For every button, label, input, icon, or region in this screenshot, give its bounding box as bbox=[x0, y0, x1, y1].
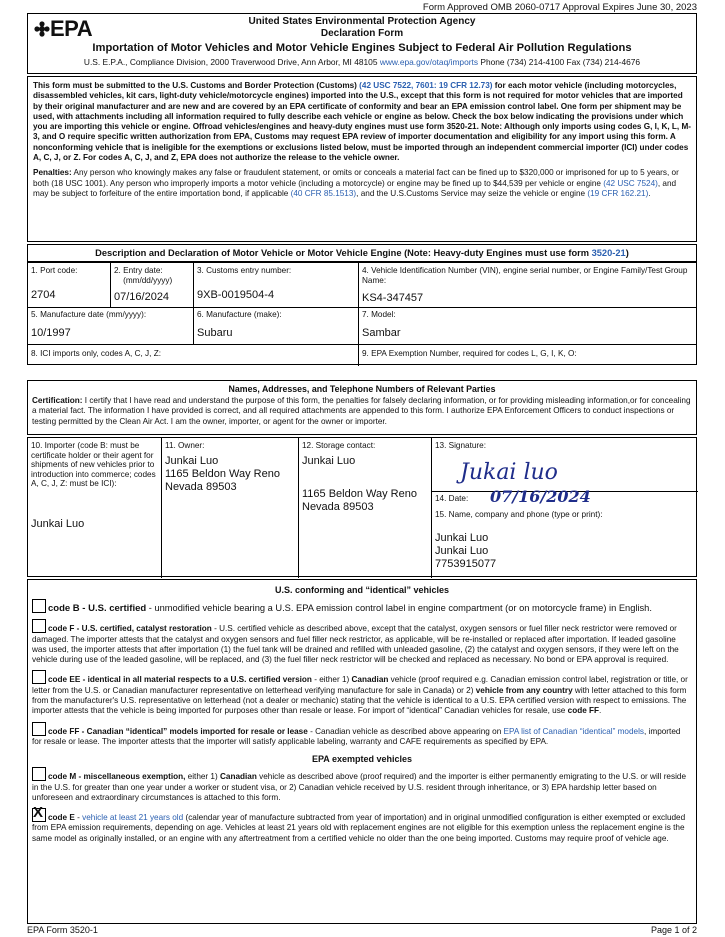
code-m-text-a: either 1) bbox=[185, 772, 220, 782]
owner-name: Junkai Luo bbox=[165, 455, 219, 467]
code-ff-text-a: - Canadian vehicle as described above appearing on bbox=[307, 726, 504, 736]
phone-line: 7753915077 bbox=[435, 558, 497, 570]
code-m-canadian: Canadian bbox=[220, 772, 257, 782]
code-m-title: code M - miscellaneous exemption, bbox=[48, 772, 186, 782]
intro-paragraph bbox=[33, 81, 691, 163]
parties-grid bbox=[27, 437, 697, 577]
owner-address: 1165 Beldon Way Reno bbox=[165, 468, 280, 480]
certification-paragraph bbox=[32, 396, 692, 427]
penalties-text-b: , and may be subject to forfeiture of the entire importation bond, if applicable bbox=[33, 178, 677, 198]
codes-section bbox=[27, 579, 697, 924]
code-f-text: - U.S. certified vehicle as described above, except that the catalyst, oxygen sensors or fuel filler neck restrictor were removed or damaged. The importer attests that the catalyst and oxygen sensors and fuel filler neck restrictor, as applicable, will be re-installed or replaced after importation. If leaded gasoline was used, the importer attests that after importation (1) the fuel tank will be drained and refilled with unleaded gasoline, (2) the catalyst and oxygen sensors, if they were left on the vehicle during use of the leaded gasoline, will be replaced, and (3) the fuel filler neck restrictor will be checked and replaced as necessary. No bond or EPA approval is required. bbox=[32, 624, 679, 665]
page-number: Page 1 of 2 bbox=[650, 925, 697, 935]
storage-address: 1165 Beldon Way Reno bbox=[302, 488, 417, 500]
manufacture-date-label: 5. Manufacture date (mm/yyyy): bbox=[31, 310, 147, 319]
usc-7524-link[interactable]: (42 USC 7524) bbox=[603, 178, 658, 188]
vin-value[interactable]: KS4-347457 bbox=[362, 292, 424, 304]
entry-date-label: 2. Entry date: (mm/dd/yyyy) bbox=[114, 266, 173, 285]
code-ee-canadian: Canadian bbox=[351, 675, 389, 685]
code-ff-checkbox[interactable] bbox=[32, 722, 46, 736]
importer-value[interactable]: Junkai Luo bbox=[31, 518, 85, 530]
form-approved-line: Form Approved OMB 2060-0717 Approval Expires June 30, 2023 bbox=[422, 2, 697, 13]
customs-entry-value[interactable]: 9XB-0019504-4 bbox=[197, 289, 275, 301]
exemption-number-label: 9. EPA Exemption Number, required for codes L, G, I, K, O: bbox=[362, 349, 577, 358]
storage-contact-label: 12. Storage contact: bbox=[302, 441, 376, 450]
penalties-label: Penalties: bbox=[33, 168, 72, 178]
canadian-models-link[interactable]: EPA list of Canadian “identical” models bbox=[503, 726, 645, 736]
form-3520-21-link[interactable]: 3520-21 bbox=[591, 248, 626, 258]
code-e-title: code E bbox=[48, 813, 75, 823]
code-ff-text-b: , imported for resale or lease. The importer attests that the importer will satisfy applicable labeling, warranty and CAFE requirements as specified by EPA. bbox=[32, 726, 681, 746]
code-m-checkbox[interactable] bbox=[32, 767, 46, 781]
name-line-2: Junkai Luo bbox=[435, 545, 489, 557]
code-ee-text-c: with letter attached to this form from the manufacturer's U.S. representative on letterhead (not a dealer or mechanic) stating that the vehicle is identical to a U.S. EPA certified version with respect to emissions. The importer attests that the vehicle is being imported for purposes other than resale or lease. For import of “identical” Canadian vehicles for resale, use bbox=[32, 685, 687, 716]
certification-label: Certification: bbox=[32, 396, 83, 405]
ici-imports-label: 8. ICI imports only, codes A, C, J, Z: bbox=[31, 349, 161, 358]
code-ee-text-d: . bbox=[599, 706, 602, 716]
code-m-item bbox=[32, 767, 692, 803]
signature-label: 13. Signature: bbox=[435, 441, 486, 450]
intro-text-a: This form must be submitted to the U.S. Customs and Border Protection (Customs) bbox=[33, 81, 360, 90]
code-ee-title: code EE - identical in all material respects to a U.S. certified version bbox=[48, 675, 312, 685]
code-b-checkbox[interactable] bbox=[32, 599, 46, 613]
cfr-162-link[interactable]: (19 CFR 162.21) bbox=[587, 188, 649, 198]
code-f-title: code F - U.S. certified, catalyst restoration bbox=[48, 624, 212, 634]
21-years-link[interactable]: vehicle at least 21 years old bbox=[82, 813, 184, 823]
code-m-text-b: vehicle as described above (proof required) and the importer is either permanently emigrating to the U.S. or will reside in the U.S. for greater than one year under a worker or student visa, or 2) Canadian vehicle received by U.S. resident through inheritance, or 3) EPA hardship letter based on unforeseen and extraordinary circumstances is attached to this form. bbox=[32, 772, 687, 802]
code-f-checkbox[interactable] bbox=[32, 619, 46, 633]
port-code-label: 1. Port code: bbox=[31, 266, 78, 275]
manufacture-date-value[interactable]: 10/1997 bbox=[31, 327, 71, 339]
vehicle-fields-grid bbox=[27, 262, 697, 365]
code-f-item bbox=[32, 619, 692, 665]
model-value[interactable]: Sambar bbox=[362, 327, 401, 339]
importer-label: 10. Importer (code B: must be certificate holder or their agent for shipments of new vehicles prior to introduction into commerce; codes A, C, J, Z: must be ICI): bbox=[31, 441, 156, 489]
exempt-header: EPA exempted vehicles bbox=[311, 754, 413, 765]
date-value[interactable]: 07/16/2024 bbox=[490, 487, 591, 506]
code-ff-title: code FF - Canadian “identical” models imported for resale or lease bbox=[48, 726, 308, 736]
vin-label: 4. Vehicle Identification Number (VIN), engine serial number, or Engine Family/Test Group Name: bbox=[362, 266, 688, 285]
code-b-text: - unmodified vehicle bearing a U.S. EPA emission control label in engine compartment (or on motorcycle frame) in English. bbox=[146, 603, 652, 613]
owner-value[interactable] bbox=[165, 455, 280, 494]
description-header-end: ) bbox=[625, 248, 629, 258]
code-ee-ff: code FF bbox=[567, 706, 600, 716]
penalties-paragraph bbox=[33, 168, 691, 199]
code-e-dash: - bbox=[74, 813, 83, 823]
epa-logo-text: EPA bbox=[50, 16, 93, 41]
date-label: 14. Date: bbox=[435, 494, 469, 503]
code-ee-text-a: - either 1) bbox=[311, 675, 352, 685]
name-phone-label: 15. Name, company and phone (type or print): bbox=[435, 510, 603, 519]
code-ee-text-b: vehicle (proof required e.g. Canadian emission control label, registration or title, or letter from the U.S. or Canadian manufacturer representative on letterhead verifying manufacture for sale in Canada) or 2) bbox=[32, 675, 688, 695]
address-text: U.S. E.P.A., Compliance Division, 2000 Traverwood Drive, Ann Arbor, MI 48105 bbox=[83, 57, 378, 67]
code-b-item bbox=[32, 599, 692, 614]
code-ff-item bbox=[32, 722, 692, 748]
conforming-header: U.S. conforming and “identical” vehicles bbox=[274, 585, 450, 595]
storage-contact-name[interactable]: Junkai Luo bbox=[302, 455, 356, 467]
declaration-form-title: Declaration Form bbox=[320, 28, 404, 39]
code-e-text: (calendar year of manufacture subtracted from year of importation) and in original unmodified configuration is either exempted or excluded from EPA emission requirements, depending on age. Vehicles at least 21 years old with replacement engines are not eligible for this exemption unless the replacement engine is the same model as originally installed, or an engine with any aftertreatment from a certified vehicle no older than the one being imported. Customs may require proof of vehicle age. bbox=[32, 813, 686, 843]
header-box bbox=[27, 13, 697, 74]
statute-link[interactable]: (42 USC 7522, 7601: 19 CFR 12.73) bbox=[359, 81, 493, 90]
code-ee-checkbox[interactable] bbox=[32, 670, 46, 684]
intro-box bbox=[27, 76, 697, 242]
agency-name: United States Environmental Protection Agency bbox=[248, 16, 476, 27]
cfr-85-link[interactable]: (40 CFR 85.1513) bbox=[290, 188, 357, 198]
name-phone-value[interactable] bbox=[435, 532, 496, 571]
owner-label: 11. Owner: bbox=[165, 441, 205, 450]
check-mark-icon: X bbox=[33, 804, 44, 822]
owner-city: Nevada 89503 bbox=[165, 481, 237, 493]
signature-image[interactable]: Jukai luo bbox=[460, 460, 558, 485]
port-code-value[interactable]: 2704 bbox=[31, 289, 56, 301]
main-title: Importation of Motor Vehicles and Motor Vehicle Engines Subject to Federal Air Pollution Regulations bbox=[92, 42, 632, 54]
make-label: 6. Manufacture (make): bbox=[197, 310, 282, 319]
name-line-1: Junkai Luo bbox=[435, 532, 489, 544]
certification-text: I certify that I have read and understand the purpose of this form, the penalties for falsely declaring information, or for providing misleading information,or for concealing a material fact. The information I have provided is correct, and all required attachments are appended to this form. I authorize EPA Enforcement Officers to conduct inspections or testing permitted by the Clean Air Act. I am the owner, importer, or agent for the owner or importer. bbox=[32, 396, 691, 426]
storage-contact-address[interactable] bbox=[302, 488, 417, 514]
names-header: Names, Addresses, and Telephone Numbers of Relevant Parties bbox=[228, 384, 496, 394]
penalties-text-a: Any person who knowingly makes any false or fraudulent statement, or omits or conceals a material fact can be fined up to $320,000 or imprisoned for up to 5 years, or both (18 USC 1001). Any person who improperly imports a motor vehicle (including a motorcycle) or engine may be fined up to $44,539 per vehicle or engine bbox=[33, 168, 679, 188]
storage-city: Nevada 89503 bbox=[302, 501, 374, 513]
model-label: 7. Model: bbox=[362, 310, 396, 319]
imports-link[interactable]: www.epa.gov/otaq/imports bbox=[379, 57, 479, 67]
make-value[interactable]: Subaru bbox=[197, 327, 233, 339]
description-header-text: Description and Declaration of Motor Vehicle or Motor Vehicle Engine (Note: Heavy-duty Engines must use form bbox=[95, 248, 592, 258]
code-b-title: code B - U.S. certified bbox=[48, 603, 147, 614]
phone-fax: Phone (734) 214-4100 Fax (734) 214-4676 bbox=[480, 57, 641, 67]
description-header bbox=[27, 244, 697, 262]
address-line bbox=[28, 57, 696, 67]
code-e-item bbox=[32, 804, 692, 844]
customs-entry-label: 3. Customs entry number: bbox=[197, 266, 292, 275]
form-number: EPA Form 3520-1 bbox=[27, 925, 98, 935]
intro-text-b: for each motor vehicle (including motorcycles, disassembled vehicles, kit cars, light-duty vehicle/motorcycle engines) imported into the U.S., except that this form is not required for motor vehicles that are imported by their original manufacturer and are new and are covered by an EPA certificate of conformity and bear an EPA emission control label. One form per shipment may be used, with attachments including all information required to fully describe each vehicle or engine as below. Check the box below indicating the provisions under which you are importing this vehicle or engine. Offroad vehicles/engines and heavy-duty engines must use form 3520-21. Note: Although only imports using codes G, I, K, L, M-3, and O require specific written authorization from EPA, Customs may request EPA review of importer documentation and eligibility for any import using this form. A nonconforming vehicle that is ineligible for the exemptions or exclusions listed below, must be imported through an independent commercial importer (ICI) under codes A, C, J, or Z. For codes A, C, J, and Z, EPA does not authorize the release to the vehicle owner. bbox=[33, 81, 691, 163]
entry-date-value[interactable]: 07/16/2024 bbox=[114, 291, 170, 303]
penalties-text-d: . bbox=[648, 188, 651, 198]
code-ee-any-country: vehicle from any country bbox=[475, 685, 573, 695]
code-e-checkbox[interactable] bbox=[32, 804, 46, 822]
certification-box bbox=[27, 380, 697, 435]
code-ee-item bbox=[32, 670, 692, 716]
penalties-text-c: , and the U.S.Customs Service may seize the vehicle or engine bbox=[356, 188, 588, 198]
